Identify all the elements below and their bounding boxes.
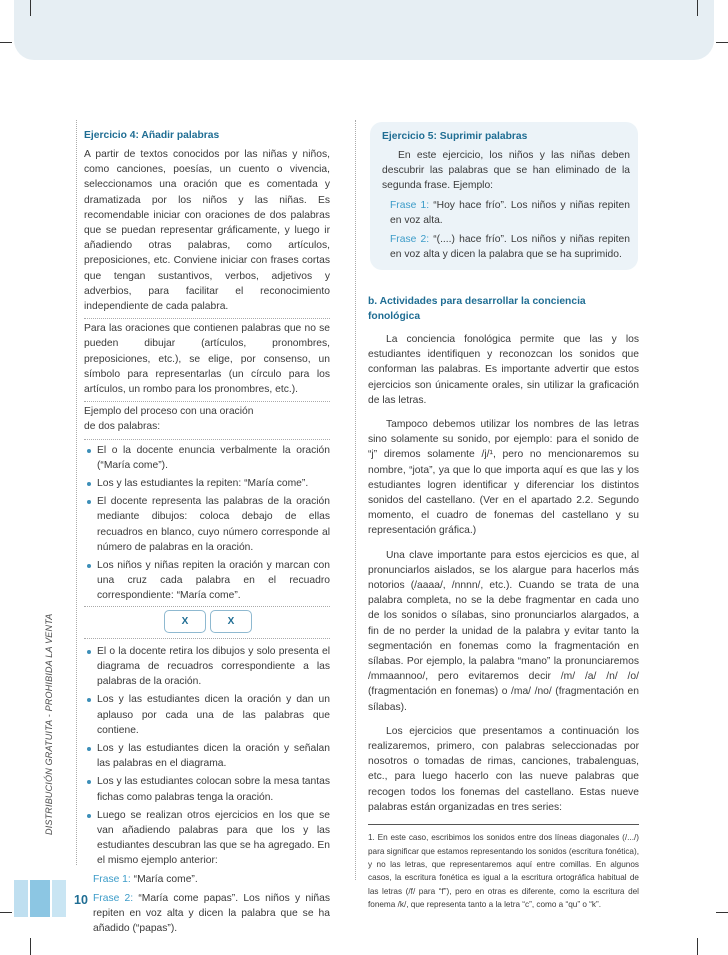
list-item: El o la docente enuncia verbalmente la oración (“María come”). (84, 443, 330, 473)
frase-text: “(....) hace frío”. Los niños y niñas repiten en voz alta y dicen la palabra que se ha suprimido. (390, 234, 630, 261)
crop-mark (716, 912, 728, 913)
paragraph: En este ejercicio, los niños y las niñas deben descubrir las palabras que se han eliminado de la segunda frase. Ejemplo: (382, 150, 630, 192)
x-mark: X (227, 615, 235, 627)
list-item: Los y las estudiantes la repiten: “María come”. (84, 476, 330, 491)
crop-mark (697, 0, 698, 16)
crop-mark (0, 912, 12, 913)
page-tab-decoration (14, 880, 62, 917)
word-box (164, 610, 206, 633)
separator (84, 439, 330, 440)
list-item: El docente representa las palabras de la oración mediante dibujos: coloca debajo de ellas recuadros en blanco, cuyo número corresponde al número de palabras en la oración. (84, 494, 330, 555)
footnote-rule (368, 824, 639, 825)
footnote: 1. En este caso, escribimos los sonidos entre dos líneas diagonales (/.../) para significar que estamos representando los sonidos (escritura fonética), y no las letras, que representaremos aquí entre comillas. En algunos casos, la escritura fonética es igual a la escritura ortográfica habitual de las letras (/f/ para “f”), pero en otras es diferente, como la escritura del fonema /k/, que representa tanto a la letra “c”, como a “qu” o “k”. (368, 833, 639, 910)
frase-1-line (382, 198, 630, 228)
crop-mark (30, 0, 31, 16)
list-item: Los niños y niñas repiten la oración y marcan con una cruz cada palabra en el recuadro correspondiente: “María come”. (84, 558, 330, 604)
separator (84, 318, 330, 319)
paragraph: Una clave importante para estos ejercicios es que, al pronunciarlos aislados, se los alargue para hacerlos más notorios (/aaaa/, /nnnn/, etc.). Cuando se trata de una palabra completa, no se la debe fragmentar en cada uno de los sonidos o sílabas, sino pronunciarlos alargados, a fin de no perder la unidad de la palabra y evitar tanto la segmentación en fonemas como la fragmentación en sílabas. Por ejemplo, la palabra “mano” la pronunciaremos /mmaannoo/, pero evitaremos decir /m/ /a/ /n/ /o/ (fragmentación en fonemas) o /ma/ /no/ (fragmentación en sílabas). (368, 549, 639, 713)
frase-label: Frase 2: (93, 892, 134, 904)
crop-mark (30, 938, 31, 955)
paragraph: La conciencia fonológica permite que las y los estudiantes identifiquen y reconozcan los sonidos que conforman las palabras. Es importante advertir que estos ejercicios son únicamente orales, sin utilizar la graficación de las letras. (368, 334, 639, 406)
separator (84, 401, 330, 402)
left-column (84, 128, 330, 940)
x-mark: X (181, 615, 189, 627)
list-item: El o la docente retira los dibujos y solo presenta el diagrama de recuadros correspondiente a las palabras de la oración. (84, 644, 330, 690)
right-column (368, 294, 639, 912)
frase-text: “María come”. (130, 873, 198, 885)
crop-mark (697, 938, 698, 955)
word-boxes-diagram (84, 608, 330, 644)
frase-2-line (382, 232, 630, 262)
frase-label: Frase 1: (390, 199, 430, 211)
list-item: Los y las estudiantes dicen la oración y señalan las palabras en el diagrama. (84, 741, 330, 771)
margin-guide (76, 120, 77, 865)
column-divider (355, 120, 356, 880)
list-item: Los y las estudiantes dicen la oración y dan un aplauso por cada una de las palabras que contiene. (84, 692, 330, 738)
section-b-heading: b. Actividades para desarrollar la conciencia fonológica (368, 296, 586, 322)
list-item: Luego se realizan otros ejercicios en los que se van añadiendo palabras para que los y las estudiantes descubran las que se ha agregado. En el mismo ejemplo anterior: (84, 808, 330, 869)
paragraph: Tampoco debemos utilizar los nombres de las letras sino solamente su sonido, por ejemplo: para el sonido de “j” diremos solamente /j/¹, pero no mencionaremos su nombre, “jota”, ya que lo que importa aquí es que las y los estudiantes logren identificar y diferenciar los distintos sonidos del castellano. (Ver en el apartado 2.2. Segundo momento, el cuadro de fonemas del castellano y su representación gráfica.) (368, 419, 639, 537)
frase-1-line (84, 872, 330, 887)
frase-label: Frase 1: (93, 873, 131, 885)
frase-label: Frase 2: (390, 234, 430, 246)
paragraph: Los ejercicios que presentamos a continuación los realizaremos, primero, con palabras seleccionadas por nosotros o tomadas de rimas, canciones, trabalenguas, etc., para luego hacerlo con las nueve palabras que recogen todos los fonemas del castellano. Estas nueve palabras están organizadas en tres series: (368, 725, 639, 813)
crop-mark (716, 42, 728, 43)
crop-mark (0, 42, 12, 43)
frase-2-line (84, 891, 330, 937)
word-box (210, 610, 252, 633)
page-number: 10 (74, 893, 88, 907)
exercise-4-title: Ejercicio 4: Añadir palabras (84, 130, 220, 141)
paragraph: Para las oraciones que contienen palabras que no se pueden dibujar (artículos, pronombres, preposiciones, etc.), se elige, por consenso, un símbolo para representarlas (un círculo para los artículos, un rombo para los pronombres, etc.). (84, 323, 330, 396)
frase-text: “Hoy hace frío”. Los niños y niñas repiten en voz alta. (390, 199, 630, 226)
exercise-5-title: Ejercicio 5: Suprimir palabras (382, 131, 528, 142)
top-header-band (14, 0, 714, 60)
paragraph: A partir de textos conocidos por las niñas y niños, como canciones, poesías, un cuento o vivencia, seleccionamos una oración que es comentada y dramatizada por los niños y las niñas. Es recomendable iniciar con oraciones de dos palabras que se puedan representar gráficamente, y luego ir añadiendo otras palabras, como artículos, preposiciones, etc. Conviene iniciar con frases cortas que tengan sustantivos, verbos, adjetivos y adverbios, para facilitar el reconocimiento independiente de cada palabra. (84, 149, 330, 313)
exercise-5-box (370, 122, 638, 270)
frase-text: “María come papas”. Los niños y niñas repiten en voz alta y dicen la palabra que se ha añadido (“papas”). (93, 892, 330, 935)
paragraph: Ejemplo del proceso con una oración de dos palabras: (84, 406, 254, 433)
side-note: DISTRIBUCIÓN GRATUITA - PROHIBIDA LA VENTA (44, 613, 54, 835)
list-item: Los y las estudiantes colocan sobre la mesa tantas fichas como palabras tenga la oración. (84, 774, 330, 804)
